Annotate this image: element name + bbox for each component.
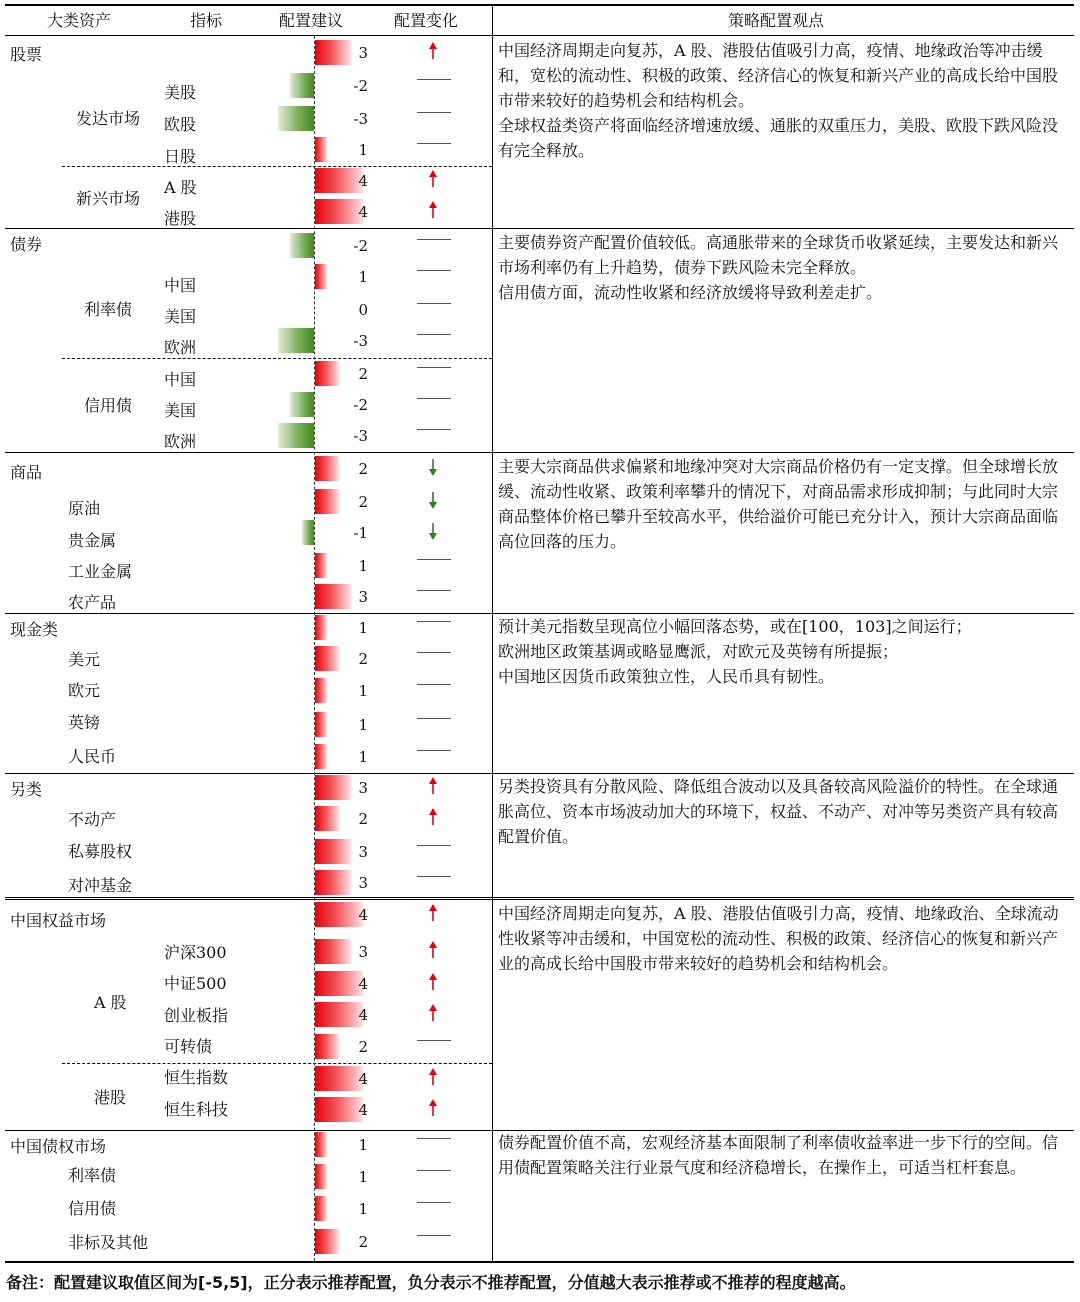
label-hedge: 对冲基金	[68, 876, 133, 895]
score-value: -2	[353, 77, 368, 95]
score-value: 3	[358, 44, 368, 62]
score-value: 1	[358, 748, 368, 766]
view-paragraph: 信用债方面，流动性收紧和经济放缓将导致利差走扩。	[498, 283, 883, 302]
no-change-dash-icon	[417, 590, 451, 591]
view-paragraph: 预计美元指数呈现高位小幅回落态势，或在[100，103]之间运行；	[498, 617, 972, 636]
label-cyb: 创业板指	[164, 1006, 229, 1025]
rule-section-double	[5, 897, 1074, 900]
header-change: 配置变化	[394, 11, 459, 30]
score-bar-positive	[315, 1132, 327, 1157]
score-value: -3	[353, 110, 368, 128]
score-bar-positive	[315, 646, 339, 671]
label-hk2: 港股	[94, 1088, 127, 1107]
no-change-dash-icon	[417, 1202, 451, 1203]
score-value: 1	[358, 557, 368, 575]
sub-divider	[62, 166, 492, 167]
label-developed: 发达市场	[76, 109, 141, 128]
label-hstech: 恒生科技	[164, 1100, 229, 1119]
score-bar-positive	[315, 489, 339, 514]
score-value: 3	[358, 843, 368, 861]
score-value: 1	[358, 1200, 368, 1218]
score-value: 4	[358, 172, 368, 190]
no-change-dash-icon	[417, 684, 451, 685]
view-paragraph: 中国地区因货币政策独立性，人民币具有韧性。	[498, 667, 835, 686]
score-value: 3	[358, 588, 368, 606]
label-oil: 原油	[68, 499, 101, 518]
score-bar-positive	[315, 361, 339, 386]
score-value: -3	[353, 332, 368, 350]
score-bar-negative	[302, 520, 314, 545]
arrow-up-icon	[425, 170, 441, 188]
label-agri: 农产品	[68, 593, 117, 612]
rule-section	[5, 452, 1074, 453]
label-industrial: 工业金属	[68, 562, 133, 581]
label-eur: 欧元	[68, 681, 101, 700]
score-value: -3	[353, 427, 368, 445]
label-hsi: 恒生指数	[164, 1068, 229, 1087]
no-change-dash-icon	[417, 750, 451, 751]
label-zz500: 中证500	[164, 974, 227, 993]
no-change-dash-icon	[417, 398, 451, 399]
view-bonds	[498, 230, 1068, 305]
no-change-dash-icon	[417, 1138, 451, 1139]
view-paragraph: 主要债券资产配置价值较低。高通胀带来的全球货币收紧延续，主要发达和新兴市场利率仍有上升趋势，债券下跌风险未完全释放。	[498, 233, 1059, 277]
score-value: 1	[358, 268, 368, 286]
score-value: 1	[358, 682, 368, 700]
label-gbp: 英镑	[68, 713, 101, 732]
label-rate-bond: 利率债	[84, 300, 133, 319]
header-asset: 大类资产	[47, 11, 112, 30]
score-bar-negative	[290, 392, 314, 417]
arrow-down-icon	[425, 458, 441, 476]
label-cn-debt: 中国债权市场	[10, 1137, 107, 1156]
no-change-dash-icon	[417, 876, 451, 877]
score-value: 1	[358, 1168, 368, 1186]
arrow-down-icon	[425, 491, 441, 509]
score-bar-positive	[315, 1229, 339, 1254]
view-stocks	[498, 38, 1068, 163]
no-change-dash-icon	[417, 429, 451, 430]
score-bar-negative	[278, 328, 314, 353]
view-paragraph: 中国经济周期走向复苏，A 股、港股估值吸引力高，疫情、地缘政治等冲击缓和，宽松的流动性、积极的政策、经济信心的恢复和新兴产业的高成长给中国股市带来较好的趋势机会和结构机会。	[498, 41, 1059, 110]
label-emerging: 新兴市场	[76, 189, 141, 208]
arrow-up-icon	[425, 1004, 441, 1022]
no-change-dash-icon	[417, 845, 451, 846]
rule-header	[5, 35, 1074, 36]
no-change-dash-icon	[417, 143, 451, 144]
label-cb: 可转债	[164, 1037, 213, 1056]
score-value: 4	[358, 906, 368, 924]
score-value: 2	[358, 493, 368, 511]
label-stocks: 股票	[10, 45, 43, 64]
header-indicator: 指标	[190, 11, 223, 30]
label-credit2: 信用债	[68, 1199, 117, 1218]
arrow-down-icon	[425, 522, 441, 540]
score-bar-positive	[315, 744, 327, 769]
score-value: 4	[358, 1006, 368, 1024]
score-value: 2	[358, 810, 368, 828]
score-value: 1	[358, 141, 368, 159]
score-value: 4	[358, 975, 368, 993]
score-bar-negative	[290, 233, 314, 258]
label-usa: 美国	[164, 401, 197, 420]
header-suggestion: 配置建议	[279, 11, 344, 30]
footnote: 备注：配置建议取值区间为[-5,5]，正分表示推荐配置，负分表示不推荐配置，分值越大表示推荐或不推荐的程度越高。	[6, 1273, 856, 1292]
score-value: 1	[358, 1136, 368, 1154]
view-cn-debt	[498, 1130, 1068, 1180]
label-a-share2: A 股	[94, 993, 127, 1012]
label-jp-stock: 日股	[164, 147, 197, 166]
no-change-dash-icon	[417, 112, 451, 113]
score-value: 2	[358, 365, 368, 383]
score-bar-positive	[315, 264, 327, 289]
view-paragraph: 中国经济周期走向复苏，A 股、港股估值吸引力高，疫情、地缘政治、全球流动性收紧等冲击缓和，中国宽松的流动性、积极的政策、经济信心的恢复和新兴产业的高成长给中国股市带来较好的趋势机会和结构机会。	[498, 904, 1059, 973]
arrow-up-icon	[425, 941, 441, 959]
score-bar-positive	[315, 615, 327, 640]
column-divider	[492, 5, 493, 1262]
label-commodity: 商品	[10, 463, 43, 482]
score-bar-positive	[315, 712, 327, 737]
arrow-up-icon	[425, 1068, 441, 1086]
label-china: 中国	[164, 370, 197, 389]
label-precious: 贵金属	[68, 531, 117, 550]
score-value: 2	[358, 650, 368, 668]
score-value: 3	[358, 943, 368, 961]
label-nonstd: 非标及其他	[68, 1233, 149, 1252]
view-cash	[498, 614, 1068, 689]
label-eu-stock: 欧股	[164, 115, 197, 134]
score-bar-negative	[278, 106, 314, 131]
score-value: 2	[358, 1038, 368, 1056]
arrow-up-icon	[425, 904, 441, 922]
score-bar-positive	[315, 806, 339, 831]
label-real-estate: 不动产	[68, 810, 117, 829]
label-cash: 现金类	[10, 620, 59, 639]
no-change-dash-icon	[417, 718, 451, 719]
sub-divider	[62, 358, 492, 359]
no-change-dash-icon	[417, 1235, 451, 1236]
score-bar-positive	[315, 1196, 327, 1221]
label-rmb: 人民币	[68, 747, 117, 766]
score-value: -1	[353, 524, 368, 542]
score-value: 3	[358, 779, 368, 797]
header-view: 策略配置观点	[728, 11, 825, 30]
score-bar-negative	[290, 73, 314, 98]
view-commodity	[498, 454, 1068, 554]
label-pe: 私募股权	[68, 842, 133, 861]
score-bar-positive	[315, 456, 339, 481]
arrow-up-icon	[425, 808, 441, 826]
label-china: 中国	[164, 276, 197, 295]
score-bar-negative	[278, 423, 314, 448]
arrow-up-icon	[425, 777, 441, 795]
score-value: 4	[358, 1070, 368, 1088]
no-change-dash-icon	[417, 1170, 451, 1171]
rule-bottom	[5, 1261, 1074, 1263]
score-value: 4	[358, 203, 368, 221]
label-cn-equity: 中国权益市场	[10, 911, 107, 930]
score-value: -2	[353, 237, 368, 255]
rule-top	[5, 4, 1074, 6]
no-change-dash-icon	[417, 652, 451, 653]
label-hs300: 沪深300	[164, 943, 227, 962]
label-usd: 美元	[68, 650, 101, 669]
view-paragraph: 主要大宗商品供求偏紧和地缘冲突对大宗商品价格仍有一定支撑。但全球增长放缓、流动性收紧、政策利率攀升的情况下，对商品需求形成抑制；与此同时大宗商品整体价格已攀升至较高水平，供给溢价可能已充分计入，预计大宗商品面临高位回落的压力。	[498, 457, 1059, 551]
score-bar-positive	[315, 553, 327, 578]
label-bonds: 债券	[10, 235, 43, 254]
arrow-up-icon	[425, 1099, 441, 1117]
score-value: 1	[358, 716, 368, 734]
no-change-dash-icon	[417, 367, 451, 368]
view-cn-equity	[498, 901, 1068, 976]
score-value: 2	[358, 1233, 368, 1251]
label-a-share: A 股	[164, 178, 197, 197]
score-bar-positive	[315, 678, 327, 703]
no-change-dash-icon	[417, 270, 451, 271]
score-bar-positive	[315, 137, 327, 162]
label-alt: 另类	[10, 780, 43, 799]
sub-divider	[62, 1063, 492, 1064]
view-paragraph: 债券配置价值不高，宏观经济基本面限制了利率债收益率进一步下行的空间。信用债配置策略关注行业景气度和经济稳增长，在操作上，可适当杠杆套息。	[498, 1133, 1059, 1177]
arrow-up-icon	[425, 42, 441, 60]
score-value: 2	[358, 460, 368, 478]
no-change-dash-icon	[417, 559, 451, 560]
label-us-stock: 美股	[164, 83, 197, 102]
no-change-dash-icon	[417, 334, 451, 335]
view-paragraph: 欧洲地区政策基调或略显鹰派，对欧元及英镑有所提振；	[498, 642, 899, 661]
label-rate2: 利率债	[68, 1166, 117, 1185]
view-paragraph: 另类投资具有分散风险、降低组合波动以及具备较高风险溢价的特性。在全球通胀高位、资本市场波动加大的环境下，权益、不动产、对冲等另类资产具有较高配置价值。	[498, 777, 1059, 846]
label-europe: 欧洲	[164, 338, 197, 357]
label-hk-stock: 港股	[164, 209, 197, 228]
arrow-up-icon	[425, 201, 441, 219]
score-value: -2	[353, 396, 368, 414]
no-change-dash-icon	[417, 239, 451, 240]
no-change-dash-icon	[417, 621, 451, 622]
no-change-dash-icon	[417, 1040, 451, 1041]
label-europe: 欧洲	[164, 432, 197, 451]
no-change-dash-icon	[417, 79, 451, 80]
no-change-dash-icon	[417, 303, 451, 304]
score-value: 3	[358, 874, 368, 892]
score-bar-positive	[315, 1034, 339, 1059]
label-usa: 美国	[164, 307, 197, 326]
view-paragraph: 全球权益类资产将面临经济增速放缓、通胀的双重压力，美股、欧股下跌风险没有完全释放。	[498, 116, 1059, 160]
label-credit-bond: 信用债	[84, 396, 133, 415]
arrow-up-icon	[425, 973, 441, 991]
score-value: 4	[358, 1101, 368, 1119]
score-value: 0	[358, 301, 368, 319]
score-value: 1	[358, 619, 368, 637]
view-alt	[498, 774, 1068, 849]
score-bar-positive	[315, 1164, 327, 1189]
